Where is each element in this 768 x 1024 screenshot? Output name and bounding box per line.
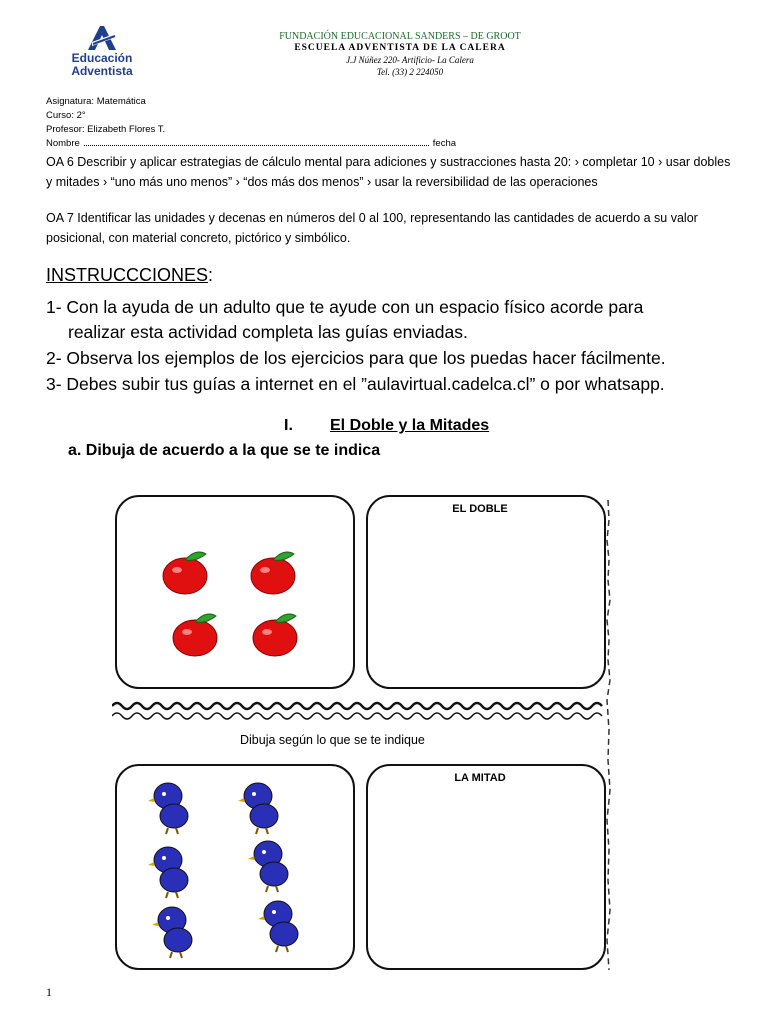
school-logo	[52, 22, 152, 84]
apple-icon	[160, 548, 210, 596]
adventist-logo-icon	[52, 22, 152, 52]
name-date-line	[46, 138, 456, 149]
apple-icon	[248, 548, 298, 596]
bird-icon	[246, 836, 298, 894]
apples-box	[115, 495, 355, 689]
bird-icon	[150, 902, 202, 960]
section-title: El Doble y la Mitades	[330, 417, 490, 434]
foundation-name: FUNDACIÓN EDUCACIONAL SANDERS – DE GROOT	[279, 31, 521, 42]
page-number: 1	[46, 985, 52, 999]
bird-icon	[146, 778, 198, 836]
double-answer-box[interactable]	[366, 495, 606, 689]
name-blank[interactable]	[84, 138, 429, 146]
date-label: fecha	[432, 138, 457, 149]
objective-oa7: OA 7 Identificar las unidades y decenas en números del 0 al 100, representando las cantidades de acuerdo a su valor posicional, con material concreto, pictórico y simbólico.	[46, 211, 698, 245]
instructions-title: INSTRUCCCIONES	[46, 265, 209, 285]
name-label: Nombre	[46, 138, 80, 149]
logo-line-1: Educación	[71, 51, 133, 65]
school-name: ESCUELA ADVENTISTA DE LA CALERA	[294, 43, 506, 53]
apple-icon	[170, 610, 220, 658]
instruction-2: 2- Observa los ejemplos de los ejercicios para que los puedas hacer fácilmente.	[46, 348, 666, 368]
logo-line-2: Adventista	[71, 64, 133, 78]
half-answer-box[interactable]	[366, 764, 606, 970]
section-number: I.	[284, 417, 293, 434]
bird-icon	[236, 778, 288, 836]
school-address: J.J Núñez 220- Artificio- La Calera	[346, 55, 474, 65]
instruction-1-continued: realizar esta actividad completa las guías enviadas.	[68, 322, 468, 342]
school-phone: Tel. (33) 2 224050	[376, 67, 444, 77]
instructions-heading	[46, 265, 213, 286]
instruction-3: 3- Debes subir tus guías a internet en el ”aulavirtual.cadelca.cl” o por whatsapp.	[46, 374, 665, 394]
teacher-line: Profesor: Elizabeth Flores T.	[46, 124, 166, 135]
wavy-divider	[112, 692, 612, 726]
bird-icon	[256, 896, 308, 954]
bird-icon	[146, 842, 198, 900]
draw-instruction: Dibuja según lo que se te indique	[240, 733, 425, 747]
double-label: EL DOBLE	[452, 503, 508, 515]
subject-line: Asignatura: Matemática	[46, 96, 146, 107]
apple-icon	[250, 610, 300, 658]
objective-oa6: OA 6 Describir y aplicar estrategias de cálculo mental para adiciones y sustracciones hasta 20: › completar 10 › usar dobles y mitades › “uno más uno menos” › “dos más dos menos” › usar la reversibilidad de las operaciones	[46, 155, 731, 189]
half-label: LA MITAD	[454, 772, 506, 784]
instructions-colon: :	[208, 265, 214, 285]
instruction-1: 1- Con la ayuda de un adulto que te ayude con un espacio físico acorde para	[46, 297, 644, 317]
section-subtitle: a. Dibuja de acuerdo a la que se te indica	[68, 442, 381, 459]
course-line: Curso: 2°	[46, 110, 86, 121]
